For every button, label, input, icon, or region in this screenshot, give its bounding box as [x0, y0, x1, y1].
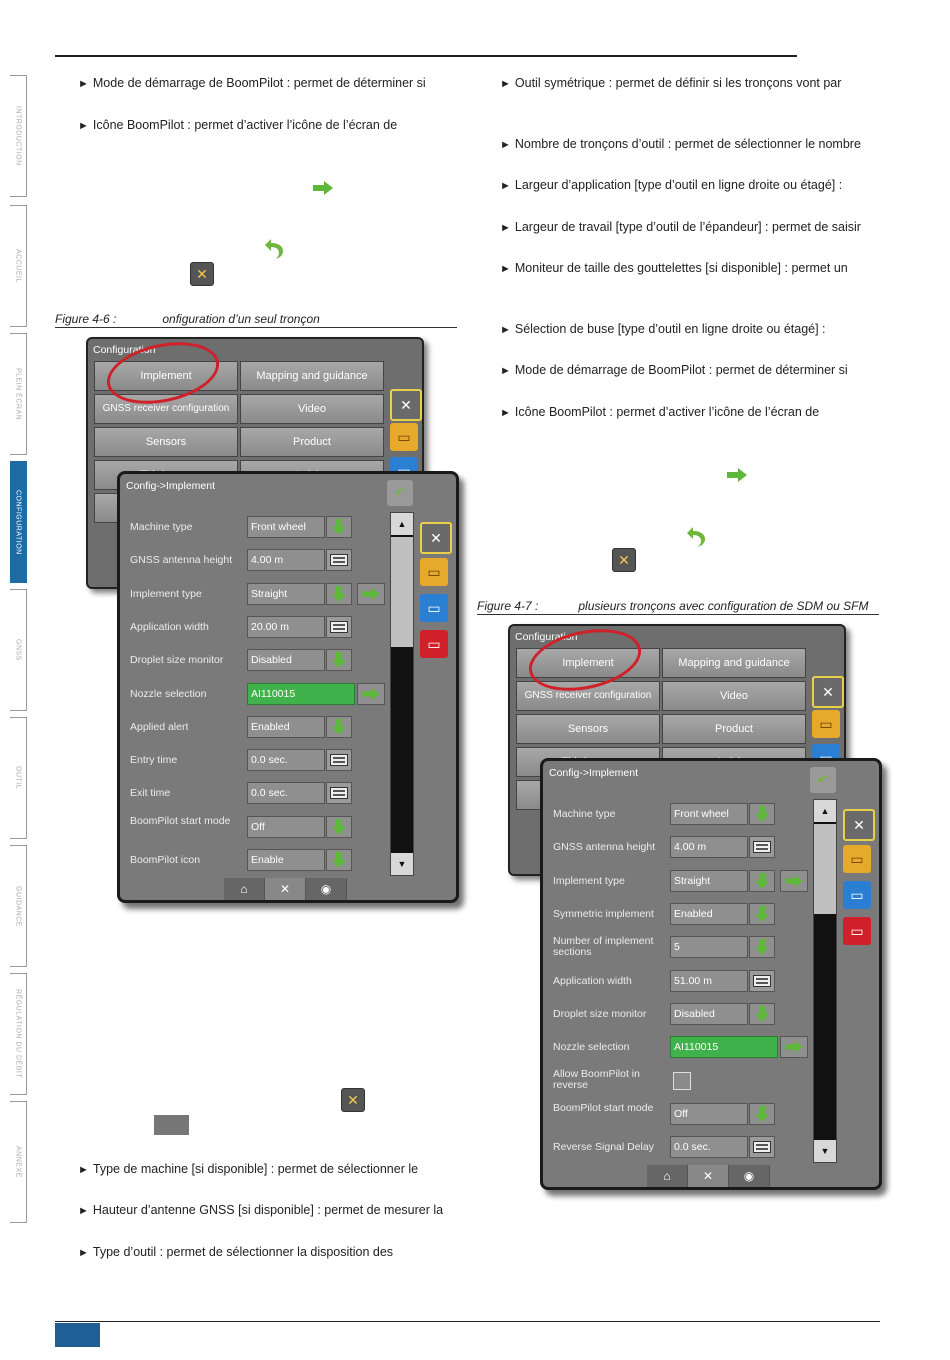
row-label: GNSS antenna height — [130, 554, 233, 567]
tools-icon[interactable]: ✕ — [420, 522, 452, 554]
side-tab-introduction[interactable]: INTRODUCTION — [10, 75, 27, 197]
row-label: Applied alert — [130, 720, 189, 733]
dropdown-arrow-icon[interactable] — [326, 849, 352, 871]
reverse-checkbox[interactable] — [673, 1072, 691, 1090]
keyboard-icon[interactable] — [326, 616, 352, 638]
bullet-item: ► Moniteur de taille des gouttelettes [si disponible] : permet un — [500, 261, 848, 275]
tools-icon[interactable]: ✕ — [812, 676, 844, 708]
toolbox-icon[interactable]: ▭ — [420, 558, 448, 586]
tool-case-icon[interactable]: ▭ — [420, 630, 448, 658]
side-tab-guidance[interactable]: GUIDANCE — [10, 845, 27, 967]
row-value[interactable]: Disabled — [670, 1003, 748, 1025]
display-icon[interactable]: ▭ — [843, 881, 871, 909]
mapping-guidance-button[interactable]: Mapping and guidance — [240, 361, 384, 391]
row-label: Nozzle selection — [130, 687, 207, 700]
bullet-item: ► Largeur de travail [type d’outil de l’épandeur] : permet de saisir — [500, 220, 861, 234]
video-button[interactable]: Video — [662, 681, 806, 711]
scrollbar[interactable]: ▲ ▼ — [390, 512, 414, 876]
bullet-item: ► Type de machine [si disponible] : permet de sélectionner le — [78, 1162, 419, 1176]
screen-title: Configuration — [93, 344, 156, 356]
row-label: Allow BoomPilot in reverse — [553, 1068, 640, 1092]
row-value[interactable]: 0.0 sec. — [247, 782, 325, 804]
top-rule — [55, 55, 797, 57]
back-arrow-icon — [686, 526, 706, 548]
back-arrow-icon — [264, 238, 284, 260]
tools-icon: ✕ — [190, 262, 214, 286]
figure-caption: Figure 4-7 : plusieurs tronçons avec configuration de SDM ou SFM — [477, 599, 869, 613]
bullet-item: ► Largeur d’application [type d’outil en ligne droite ou étagé] : — [500, 178, 843, 192]
screen-title: Config->Implement — [549, 767, 638, 779]
bullet-item: ► Icône BoomPilot : permet d’activer l’icône de l’écran de — [78, 118, 398, 132]
toolbox-icon[interactable]: ▭ — [390, 423, 418, 451]
tools-icon: ✕ — [612, 548, 636, 572]
tools-icon[interactable]: ✕ — [265, 878, 306, 900]
row-label: Droplet size monitor — [130, 654, 224, 667]
camera-icon[interactable]: ◉ — [306, 878, 347, 900]
row-label: Droplet size monitor — [553, 1007, 647, 1020]
video-button[interactable]: Video — [240, 394, 384, 424]
screen-title: Configuration — [515, 631, 578, 643]
row-label: Nozzle selection — [553, 1041, 630, 1054]
figure-caption: Figure 4-6 : onfiguration d’un seul tronçon — [55, 312, 320, 326]
row-label: BoomPilot icon — [130, 854, 201, 866]
sensors-button[interactable]: Sensors — [94, 427, 238, 457]
next-arrow-icon[interactable] — [780, 1036, 808, 1058]
row-value[interactable]: AI110015 — [670, 1036, 778, 1058]
home-icon[interactable]: ⌂ — [647, 1165, 688, 1187]
row-value[interactable]: Straight — [247, 583, 325, 605]
row-value[interactable]: Enable — [247, 849, 325, 871]
row-label: Reverse Signal Delay — [553, 1141, 654, 1153]
bottom-nav — [647, 1165, 770, 1187]
bottom-nav — [224, 878, 347, 900]
bottom-rule — [55, 1321, 880, 1322]
row-value[interactable]: Off — [247, 816, 325, 838]
dropdown-arrow-icon[interactable] — [326, 516, 352, 538]
keyboard-icon[interactable] — [326, 749, 352, 771]
bullet-item: ► Nombre de tronçons d’outil : permet de sélectionner le nombre — [500, 137, 861, 151]
implement-config-screen — [540, 758, 882, 1190]
bullet-item: ► Sélection de buse [type d’outil en ligne droite ou étagé] : — [500, 322, 826, 336]
bullet-item: ► Mode de démarrage de BoomPilot : permet de déterminer si — [500, 363, 848, 377]
keyboard-icon[interactable] — [749, 836, 775, 858]
back-button[interactable]: ↶ — [810, 767, 836, 793]
product-button[interactable]: Product — [240, 427, 384, 457]
next-arrow-icon[interactable] — [357, 583, 385, 605]
dropdown-arrow-icon[interactable] — [749, 903, 775, 925]
next-arrow-icon[interactable] — [780, 870, 808, 892]
dropdown-arrow-icon[interactable] — [326, 649, 352, 671]
row-value[interactable]: 4.00 m — [670, 836, 748, 858]
home-icon[interactable]: ⌂ — [224, 878, 265, 900]
row-value[interactable]: 5 — [670, 936, 748, 958]
row-label: Application width — [130, 620, 209, 633]
row-value[interactable]: Front wheel — [670, 803, 748, 825]
page-number-box — [55, 1323, 100, 1347]
tools-icon[interactable]: ✕ — [843, 809, 875, 841]
keyboard-icon[interactable] — [749, 1136, 775, 1158]
side-tab-gnss[interactable]: GNSS — [10, 589, 27, 711]
row-label: Symmetric implement — [553, 907, 654, 920]
camera-icon[interactable]: ◉ — [729, 1165, 770, 1187]
screen-title: Config->Implement — [126, 480, 215, 492]
dropdown-arrow-icon[interactable] — [326, 816, 352, 838]
row-value[interactable]: 0.0 sec. — [247, 749, 325, 771]
bullet-item: ► Mode de démarrage de BoomPilot : permet de déterminer si — [78, 76, 426, 90]
row-value[interactable]: 0.0 sec. — [670, 1136, 748, 1158]
keyboard-icon[interactable] — [326, 549, 352, 571]
side-tab-outil[interactable]: OUTIL — [10, 717, 27, 839]
row-value[interactable]: Front wheel — [247, 516, 325, 538]
row-value[interactable]: 4.00 m — [247, 549, 325, 571]
dropdown-arrow-icon[interactable] — [749, 803, 775, 825]
row-label: Machine type — [553, 808, 616, 820]
tools-icon[interactable]: ✕ — [688, 1165, 729, 1187]
side-tab-regulation-du-debit[interactable]: RÉGULATION DU DÉBIT — [10, 973, 27, 1095]
row-value[interactable]: Disabled — [247, 649, 325, 671]
bullet-item: ► Icône BoomPilot : permet d’activer l’icône de l’écran de — [500, 405, 820, 419]
gray-button-placeholder — [154, 1115, 189, 1135]
mapping-guidance-button[interactable]: Mapping and guidance — [662, 648, 806, 678]
tools-icon: ✕ — [341, 1088, 365, 1112]
tools-icon[interactable]: ✕ — [390, 389, 422, 421]
row-label: Exit time — [130, 787, 171, 800]
caption-rule — [477, 614, 879, 615]
row-label: Machine type — [130, 521, 193, 533]
bullet-item: ► Hauteur d’antenne GNSS [si disponible] : permet de mesurer la — [78, 1203, 444, 1217]
back-button[interactable]: ↶ — [387, 480, 413, 506]
keyboard-icon[interactable] — [326, 782, 352, 804]
row-label: BoomPilot start mode — [130, 814, 231, 827]
scrollbar[interactable]: ▲ ▼ — [813, 799, 837, 1163]
dropdown-arrow-icon[interactable] — [749, 936, 775, 958]
arrow-right-icon — [312, 180, 334, 196]
toolbox-icon[interactable]: ▭ — [812, 710, 840, 738]
toolbox-icon[interactable]: ▭ — [843, 845, 871, 873]
row-label: Implement type — [553, 874, 625, 887]
gnss-receiver-button[interactable]: GNSS receiver configuration — [94, 394, 238, 424]
implement-config-screen — [117, 471, 459, 903]
row-value[interactable]: 20.00 m — [247, 616, 325, 638]
arrow-right-icon — [726, 467, 748, 483]
bullet-item: ► Type d’outil : permet de sélectionner la disposition des — [78, 1245, 394, 1259]
keyboard-icon[interactable] — [749, 970, 775, 992]
row-label: Implement type — [130, 587, 202, 600]
sensors-button[interactable]: Sensors — [516, 714, 660, 744]
dropdown-arrow-icon[interactable] — [326, 583, 352, 605]
row-value[interactable]: 51.00 m — [670, 970, 748, 992]
row-label: Number of implement sections — [553, 935, 654, 959]
implement-button[interactable]: Implement — [94, 361, 238, 391]
next-arrow-icon[interactable] — [357, 683, 385, 705]
display-icon[interactable]: ▭ — [420, 594, 448, 622]
product-button[interactable]: Product — [662, 714, 806, 744]
caption-rule — [55, 327, 457, 328]
row-value[interactable]: Off — [670, 1103, 748, 1125]
side-tab-configuration[interactable]: CONFIGURATION — [10, 461, 27, 583]
row-value[interactable]: AI110015 — [247, 683, 355, 705]
implement-button[interactable]: Implement — [516, 648, 660, 678]
row-label: Entry time — [130, 754, 178, 767]
dropdown-arrow-icon[interactable] — [749, 1103, 775, 1125]
row-value[interactable]: Enabled — [670, 903, 748, 925]
row-value[interactable]: Enabled — [247, 716, 325, 738]
dropdown-arrow-icon[interactable] — [326, 716, 352, 738]
row-label: Application width — [553, 974, 632, 987]
gnss-receiver-button[interactable]: GNSS receiver configuration — [516, 681, 660, 711]
dropdown-arrow-icon[interactable] — [749, 1003, 775, 1025]
dropdown-arrow-icon[interactable] — [749, 870, 775, 892]
side-tab-accueil[interactable]: ACCUEIL — [10, 205, 27, 327]
tool-case-icon[interactable]: ▭ — [843, 917, 871, 945]
row-label: GNSS antenna height — [553, 841, 656, 854]
row-value[interactable]: Straight — [670, 870, 748, 892]
side-tab-plein-ecran[interactable]: PLEIN ÉCRAN — [10, 333, 27, 455]
row-label: BoomPilot start mode — [553, 1101, 654, 1114]
bullet-item: ► Outil symétrique : permet de définir si les tronçons vont par — [500, 76, 842, 90]
side-tab-annexe[interactable]: ANNEXE — [10, 1101, 27, 1223]
